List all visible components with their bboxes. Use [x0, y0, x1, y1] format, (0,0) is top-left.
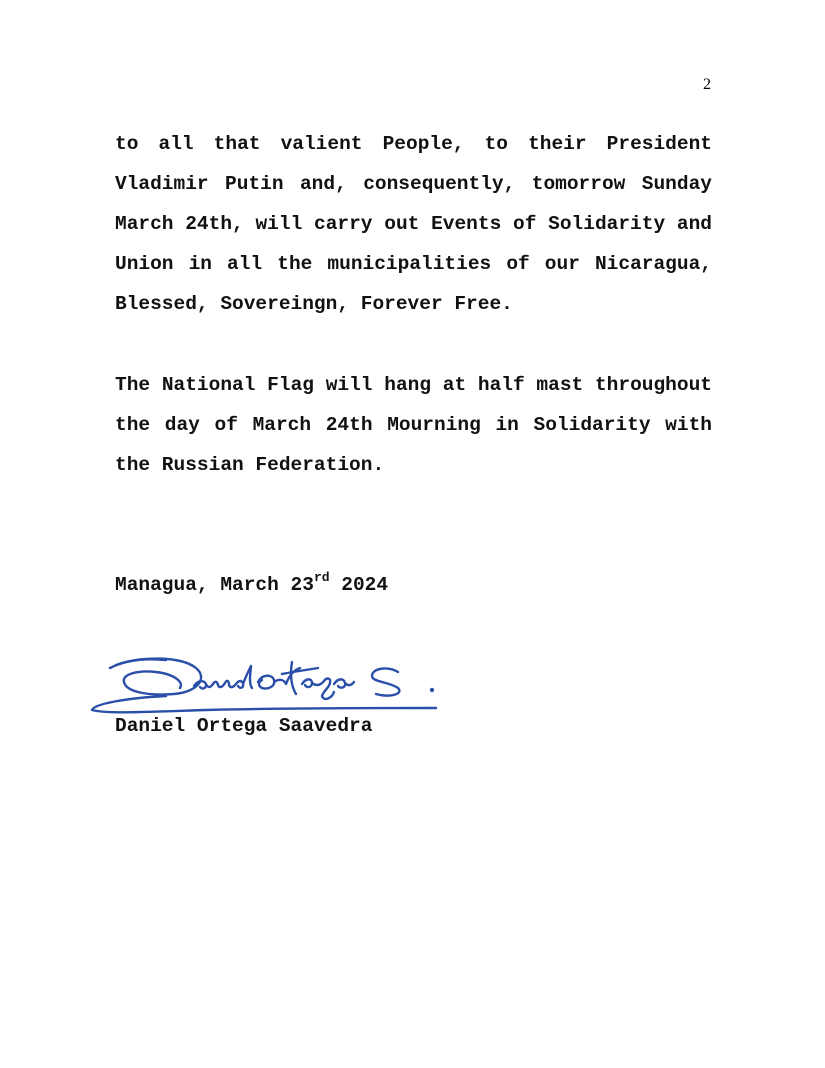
signature-stroke	[258, 676, 274, 689]
signature-stroke	[302, 679, 354, 699]
signature-stroke	[110, 659, 166, 668]
date-ordinal-suffix: rd	[313, 569, 330, 585]
paragraph-national-flag: The National Flag will hang at half mast throughout the day of March 24th Mourning in Solidarity with the Russian Federation.	[115, 373, 712, 476]
letter-body	[115, 124, 712, 485]
signer-name: Daniel Ortega Saavedra	[115, 715, 373, 737]
signature-stroke	[372, 669, 399, 696]
signature-dot	[430, 688, 434, 692]
date-text: Managua, March 23	[115, 574, 314, 596]
paragraph-solidarity-events: to all that valient People, to their President Vladimir Putin and, consequently, tomorrow Sunday March 24th, will carry out Events of Solidarity and Union in all the municipalities of our Nicaragua, Blessed, Sovereingn, Forever Free.	[115, 133, 712, 316]
date-year: 2024	[329, 574, 389, 596]
signature-stroke	[116, 659, 201, 695]
date-line	[115, 565, 388, 605]
page-number: 2	[703, 76, 711, 93]
signature-stroke	[274, 662, 318, 694]
signature-stroke	[194, 666, 252, 688]
